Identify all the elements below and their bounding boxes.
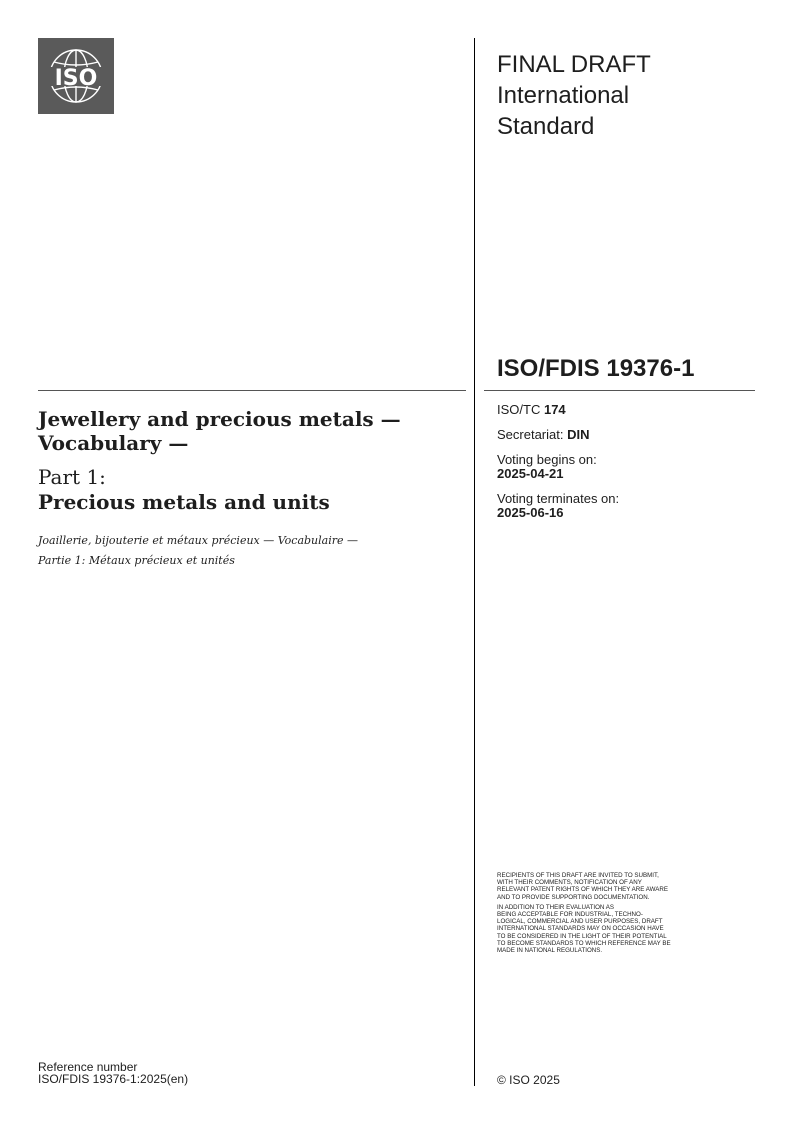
voting-terminates-value: 2025-06-16 (497, 505, 564, 520)
logo-text: ISO (54, 66, 98, 91)
reference-label: Reference number (38, 1060, 138, 1074)
french-title (38, 531, 458, 571)
notice-paragraph-1 (497, 872, 752, 901)
vertical-divider (474, 38, 475, 1086)
main-title (38, 407, 458, 455)
notice-line: WITH THEIR COMMENTS, NOTIFICATION OF ANY (497, 879, 642, 887)
notice-line: LOGICAL, COMMERCIAL AND USER PURPOSES, DRAFT (497, 918, 663, 926)
notice-line: TO BE CONSIDERED IN THE LIGHT OF THEIR POTENTIAL (497, 932, 667, 940)
notice-line: INTERNATIONAL STANDARDS MAY ON OCCASION HAVE (497, 925, 664, 933)
copyright: © ISO 2025 (497, 1073, 560, 1087)
draft-heading-line1: FINAL DRAFT (497, 51, 651, 78)
notice-line: TO BECOME STANDARDS TO WHICH REFERENCE MAY BE (497, 939, 671, 947)
tc-prefix: ISO/TC (497, 402, 541, 417)
secretariat-value: DIN (567, 427, 590, 442)
technical-committee (497, 403, 747, 417)
draft-notice (497, 872, 752, 957)
part-title: Precious metals and units (38, 490, 330, 514)
globe-icon (38, 38, 114, 114)
french-title-line1: Joaillerie, bijouterie et métaux précieux — Vocabulaire — (38, 534, 358, 547)
notice-paragraph-2 (497, 904, 752, 954)
part-label: Part 1: (38, 465, 106, 489)
secretariat (497, 428, 747, 442)
horizontal-divider-left (38, 390, 466, 391)
french-title-line2: Partie 1: Métaux précieux et unités (38, 554, 235, 567)
draft-heading (497, 49, 757, 142)
voting-begins-label: Voting begins on: (497, 452, 597, 467)
notice-line: IN ADDITION TO THEIR EVALUATION AS (497, 903, 615, 911)
notice-line: RECIPIENTS OF THIS DRAFT ARE INVITED TO SUBMIT, (497, 872, 659, 879)
reference-value: ISO/FDIS 19376-1:2025(en) (38, 1072, 189, 1086)
notice-line: MADE IN NATIONAL REGULATIONS. (497, 947, 603, 955)
secretariat-label: Secretariat: (497, 427, 564, 442)
notice-line: RELEVANT PATENT RIGHTS OF WHICH THEY ARE AWARE (497, 886, 668, 894)
voting-begins (497, 453, 747, 481)
main-title-line2: Vocabulary — (38, 431, 189, 455)
iso-logo (38, 38, 114, 114)
document-number: ISO/FDIS 19376-1 (497, 355, 695, 382)
draft-heading-line3: Standard (497, 113, 595, 140)
reference-number (38, 1061, 188, 1085)
draft-heading-line2: International (497, 82, 630, 109)
main-title-line1: Jewellery and precious metals — (38, 407, 401, 431)
tc-number: 174 (543, 402, 566, 417)
voting-terminates-label: Voting terminates on: (497, 491, 620, 506)
title-block (38, 407, 458, 571)
voting-begins-value: 2025-04-21 (497, 466, 564, 481)
notice-line: AND TO PROVIDE SUPPORTING DOCUMENTATION. (497, 893, 650, 901)
horizontal-divider-right (484, 390, 755, 391)
notice-line: BEING ACCEPTABLE FOR INDUSTRIAL, TECHNO- (497, 911, 643, 919)
voting-terminates (497, 492, 747, 520)
document-meta (497, 403, 747, 531)
